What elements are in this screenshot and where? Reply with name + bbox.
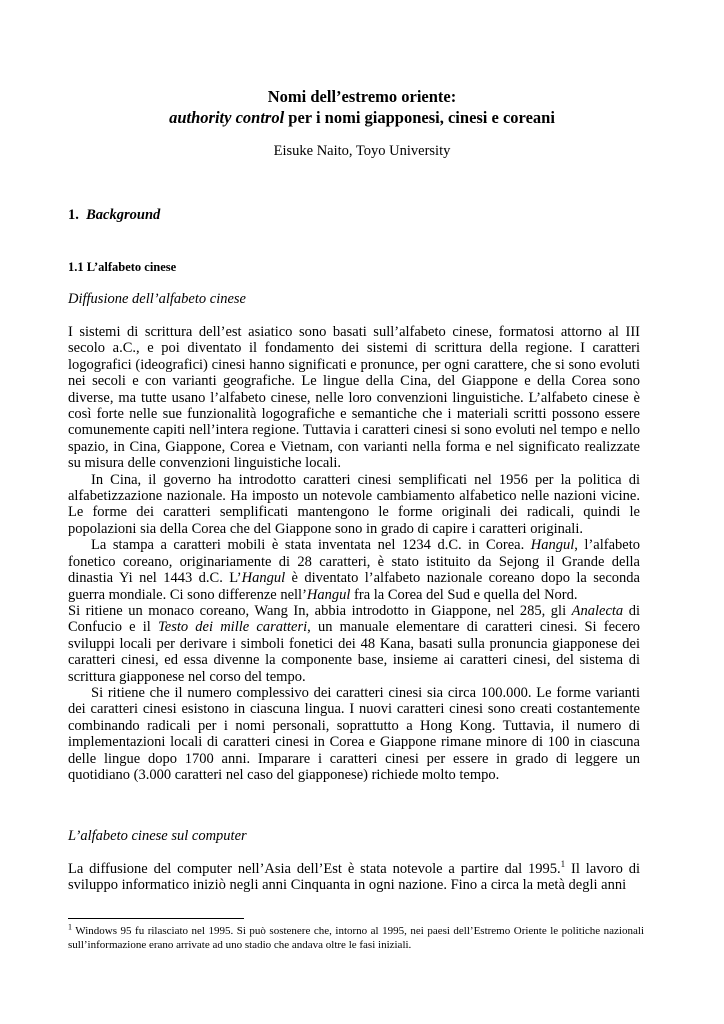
section-title: Background xyxy=(86,207,161,223)
section-heading-1 xyxy=(68,207,160,224)
footnote xyxy=(68,924,644,952)
paragraph: In Cina, il governo ha introdotto caratteri cinesi semplificati nel 1956 per la politica di alfabetizzazione nazionale. Ha imposto un notevole cambiamento alfabetico nelle nazioni vicine. Le forme dei caratteri semplificati mantengono le forme originali dei radicali, quindi le popolazioni sia della Corea che del Giappone sono in grado di capire i caratteri originali. xyxy=(68,471,640,537)
title-emphasis: authority control xyxy=(169,108,285,127)
text-run: fra la Corea del Sud e quella del Nord. xyxy=(350,586,578,603)
italic-run: Hangul xyxy=(306,586,351,603)
section-number: 1. xyxy=(68,207,79,223)
text-run: Il lavoro di sviluppo informatico iniziò negli anni Cinquanta in ogni nazione. Fino a circa la metà degli anni xyxy=(68,861,640,894)
italic-run: Analecta xyxy=(571,602,624,619)
subsection-title-diffusione: Diffusione dell’alfabeto cinese xyxy=(68,291,246,307)
footnote-text: Windows 95 fu rilasciato nel 1995. Si può sostenere che, intorno al 1995, nei paesi dell’Estremo Oriente le politiche nazionali sull’informazione erano arrivate ad uno stadio che andava oltre le fasi iniziali. xyxy=(68,925,644,951)
text-run: è diventato l’alfabeto nazionale coreano dopo la seconda guerra mondiale. Ci sono differenze nell’ xyxy=(68,570,640,603)
subsection-heading-1-1: 1.1 L’alfabeto cinese xyxy=(68,260,177,274)
footnote-mark: 1 xyxy=(68,922,72,932)
paragraph: Si ritiene che il numero complessivo dei caratteri cinesi sia circa 100.000. Le forme varianti dei caratteri cinesi esistono in ciascuna lingua. I nuovi caratteri cinesi sono creati costantemente combinando radicali per i nomi personali, soprattutto a Hong Kong. Tuttavia, il numero di implementazioni locali di caratteri cinesi in Corea e Giappone rimane minore di 100 in ciascuna delle lingue dopo 1700 anni. Imparare i caratteri cinesi per essere in grado di leggere un quotidiano (3.000 caratteri nel caso del giapponese) richiede molto tempo. xyxy=(68,684,640,783)
italic-run: Hangul xyxy=(530,537,575,554)
text-run: , l’alfabeto fonetico coreano, originariamente di 28 caratteri, è stato istituito da Sejong il Grande della dinastia Yi nel 1443 d.C. L’ xyxy=(68,537,640,587)
body-text-block-2 xyxy=(68,861,640,894)
footnote-divider xyxy=(68,918,244,919)
text-run: La diffusione del computer nell’Asia dell’Est è stata notevole a partire dal 1995. xyxy=(68,861,561,877)
paper-title xyxy=(0,86,724,128)
text-run: Si ritiene un monaco coreano, Wang In, abbia introdotto in Giappone, nel 285, gli xyxy=(68,602,572,619)
title-line-2-rest: per i nomi giapponesi, cinesi e coreani xyxy=(284,108,555,127)
body-text-block-1 xyxy=(68,324,640,783)
title-line-1: Nomi dell’estremo oriente: xyxy=(267,87,457,106)
paragraph: I sistemi di scrittura dell’est asiatico sono basati sull’alfabeto cinese, formatosi attorno al III secolo a.C., e poi diventato il fondamento dei sistemi di scrittura della regione. I caratteri logografici (ideografici) cinesi hanno significati e pronunce, per ogni carattere, che si sono evoluti nei secoli e con varianti geografiche. Le lingue della Cina, del Giappone e della Corea sono diverse, ma tutte usano l’alfabeto cinese, nelle loro convenzioni linguistiche. L’alfabeto cinese è così forte nelle sue funzionalità logografiche e semantiche che i materiali scritti possono essere comunemente capiti nell’intera regione. Tuttavia i caratteri cinesi si sono evoluti nel tempo e nello spazio, in Cina, Giappone, Corea e Vietnam, con varianti nella forma e nel significato realizzate su misura delle convenzioni linguistiche locali. xyxy=(68,324,640,472)
title-line-2 xyxy=(0,107,724,128)
text-run: La stampa a caratteri mobili è stata inventata nel 1234 d.C. in Corea. xyxy=(91,537,531,554)
italic-run: Testo dei mille caratteri xyxy=(158,619,308,636)
text-run: , un manuale elementare di caratteri cinesi. Si fecero sviluppi locali per derivare i simboli fonetici dei 48 Kana, basati sulla pronuncia giapponese dei caratteri cinesi, ed essa divenne la componente base, insieme ai caratteri cinesi, del sistema di scrittura giapponese nel corso del tempo. xyxy=(68,619,640,685)
text-run: di Confucio e il xyxy=(68,602,640,636)
italic-run: Hangul xyxy=(241,570,286,587)
subsection-title-computer: L’alfabeto cinese sul computer xyxy=(68,828,247,844)
paragraph xyxy=(68,603,640,685)
paragraph xyxy=(68,861,640,894)
author-line: Eisuke Naito, Toyo University xyxy=(273,143,451,159)
footnote-reference[interactable]: 1 xyxy=(560,859,566,870)
paragraph xyxy=(68,537,640,603)
